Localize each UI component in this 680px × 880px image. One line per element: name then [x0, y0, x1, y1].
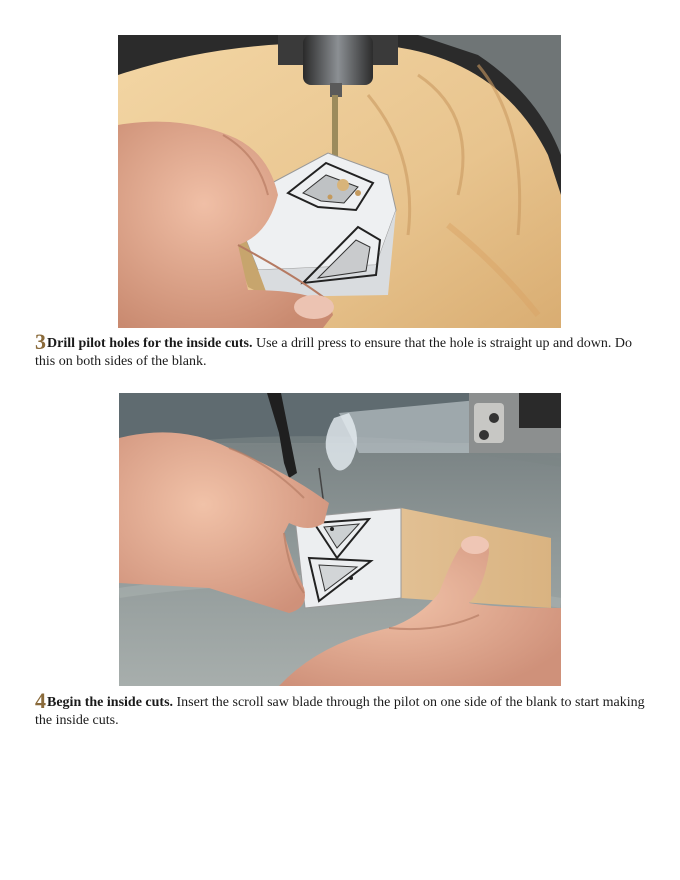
step-4-caption	[35, 688, 650, 730]
step-number: 4	[35, 688, 46, 713]
step-heading: Begin the inside cuts.	[47, 695, 174, 710]
step-description: Insert the scroll saw blade through the pilot on one side of the blank to start making the inside cuts.	[35, 695, 645, 728]
drill-press-illustration	[118, 35, 561, 328]
drill-press-photo	[118, 35, 561, 328]
step-description: Use a drill press to ensure that the hole is straight up and down. Do this on both sides of the blank.	[35, 336, 632, 369]
step-number: 3	[35, 329, 46, 354]
scroll-saw-photo	[119, 393, 561, 686]
step-3-caption	[35, 329, 650, 371]
scroll-saw-illustration	[119, 393, 561, 686]
drill-chuck	[303, 35, 373, 85]
step-heading: Drill pilot holes for the inside cuts.	[47, 336, 253, 351]
